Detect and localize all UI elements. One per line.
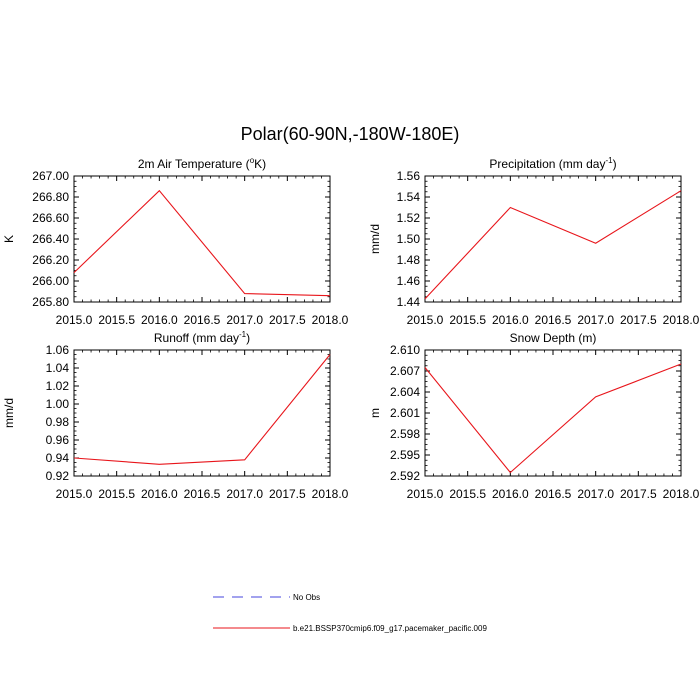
y-tick-label: 2.601	[389, 406, 420, 420]
x-tick-label: 2015.0	[406, 313, 444, 327]
chart-title-main: Snow Depth (m)	[509, 331, 597, 345]
x-tick-label: 2015.0	[406, 487, 444, 501]
y-tick-label: 1.00	[45, 397, 69, 411]
chart-panel-4	[368, 331, 700, 501]
y-tick-label: 2.607	[389, 364, 420, 378]
y-tick-label: 0.92	[45, 469, 69, 483]
x-tick-label: 2017.5	[619, 313, 657, 327]
y-tick-label: 266.20	[32, 253, 69, 267]
x-tick-label: 2017.0	[226, 313, 264, 327]
y-tick-label: 266.40	[32, 232, 69, 246]
x-tick-label: 2016.0	[491, 487, 529, 501]
series-line-1	[74, 355, 330, 465]
x-tick-label: 2017.0	[577, 487, 615, 501]
y-tick-label: 1.48	[396, 253, 420, 267]
y-tick-label: 266.60	[32, 211, 69, 225]
x-tick-label: 2017.5	[619, 487, 657, 501]
y-tick-label: 1.04	[45, 361, 69, 375]
chart-panel-2	[368, 156, 700, 327]
series-line-1	[425, 191, 681, 299]
x-tick-label: 2015.5	[98, 487, 136, 501]
y-axis-label: mm/d	[2, 398, 16, 428]
chart-title-suffix: K)	[254, 157, 267, 171]
x-tick-label: 2015.5	[449, 313, 487, 327]
chart-title-suffix: )	[246, 331, 251, 345]
x-tick-label: 2018.0	[311, 313, 349, 327]
y-tick-label: 1.52	[396, 211, 420, 225]
x-tick-label: 2017.5	[268, 313, 306, 327]
x-tick-label: 2016.0	[491, 313, 529, 327]
x-tick-label: 2016.0	[140, 487, 178, 501]
panels	[2, 156, 700, 501]
legend-label-no-obs: No Obs	[293, 593, 321, 602]
x-tick-label: 2015.5	[98, 313, 136, 327]
chart-title-superscript: -1	[605, 156, 613, 165]
chart-title-suffix: )	[612, 157, 617, 171]
y-tick-label: 2.592	[389, 469, 420, 483]
y-tick-label: 266.00	[32, 274, 69, 288]
x-tick-label: 2015.5	[449, 487, 487, 501]
x-tick-label: 2017.0	[226, 487, 264, 501]
x-tick-label: 2016.5	[534, 313, 572, 327]
x-tick-label: 2015.0	[55, 487, 93, 501]
legend-label-model: b.e21.BSSP370cmip6.f09_g17.pacemaker_pacific.009	[293, 624, 487, 633]
plot-frame	[425, 176, 681, 302]
y-axis-label: m	[368, 408, 382, 418]
chart-title-main: 2m Air Temperature (	[137, 157, 250, 171]
y-tick-label: 1.56	[396, 169, 420, 183]
y-tick-label: 1.02	[45, 379, 69, 393]
y-tick-label: 2.598	[389, 427, 420, 441]
y-tick-label: 1.54	[396, 190, 420, 204]
y-tick-label: 266.80	[32, 190, 69, 204]
x-tick-label: 2018.0	[662, 487, 700, 501]
y-tick-label: 0.96	[45, 433, 69, 447]
legend-item-model	[213, 624, 487, 633]
y-tick-label: 2.595	[389, 448, 420, 462]
chart-title-main: Precipitation (mm day	[489, 157, 606, 171]
y-tick-label: 0.98	[45, 415, 69, 429]
chart-panel-3	[2, 330, 349, 501]
y-tick-label: 265.80	[32, 295, 69, 309]
y-axis-label: mm/d	[368, 224, 382, 254]
x-tick-label: 2016.0	[140, 313, 178, 327]
chart-title-superscript: o	[249, 156, 255, 165]
x-tick-label: 2017.0	[577, 313, 615, 327]
y-tick-label: 1.44	[396, 295, 420, 309]
y-tick-label: 1.50	[396, 232, 420, 246]
series-line-1	[425, 364, 681, 473]
legend	[213, 593, 487, 633]
chart-title	[154, 330, 250, 345]
plot-frame	[74, 176, 330, 302]
chart-title	[489, 156, 616, 171]
y-tick-label: 0.94	[45, 451, 69, 465]
chart-title	[138, 156, 266, 171]
x-tick-label: 2016.5	[183, 313, 221, 327]
x-tick-label: 2017.5	[268, 487, 306, 501]
y-tick-label: 1.46	[396, 274, 420, 288]
series-line-1	[74, 191, 330, 296]
y-tick-label: 2.610	[389, 343, 420, 357]
x-tick-label: 2015.0	[55, 313, 93, 327]
chart-title-superscript: -1	[239, 330, 247, 339]
plot-frame	[425, 350, 681, 476]
x-tick-label: 2016.5	[534, 487, 572, 501]
plot-frame	[74, 350, 330, 476]
chart-panel-1	[2, 156, 349, 327]
x-tick-label: 2016.5	[183, 487, 221, 501]
y-tick-label: 2.604	[389, 385, 420, 399]
x-tick-label: 2018.0	[662, 313, 700, 327]
y-axis-label: K	[2, 234, 16, 244]
y-tick-label: 267.00	[32, 169, 69, 183]
x-tick-label: 2018.0	[311, 487, 349, 501]
figure-title: Polar(60-90N,-180W-180E)	[240, 124, 460, 144]
y-tick-label: 1.06	[45, 343, 69, 357]
chart-title	[510, 331, 597, 345]
legend-item-no-obs	[213, 593, 320, 602]
chart-title-main: Runoff (mm day	[153, 331, 240, 345]
